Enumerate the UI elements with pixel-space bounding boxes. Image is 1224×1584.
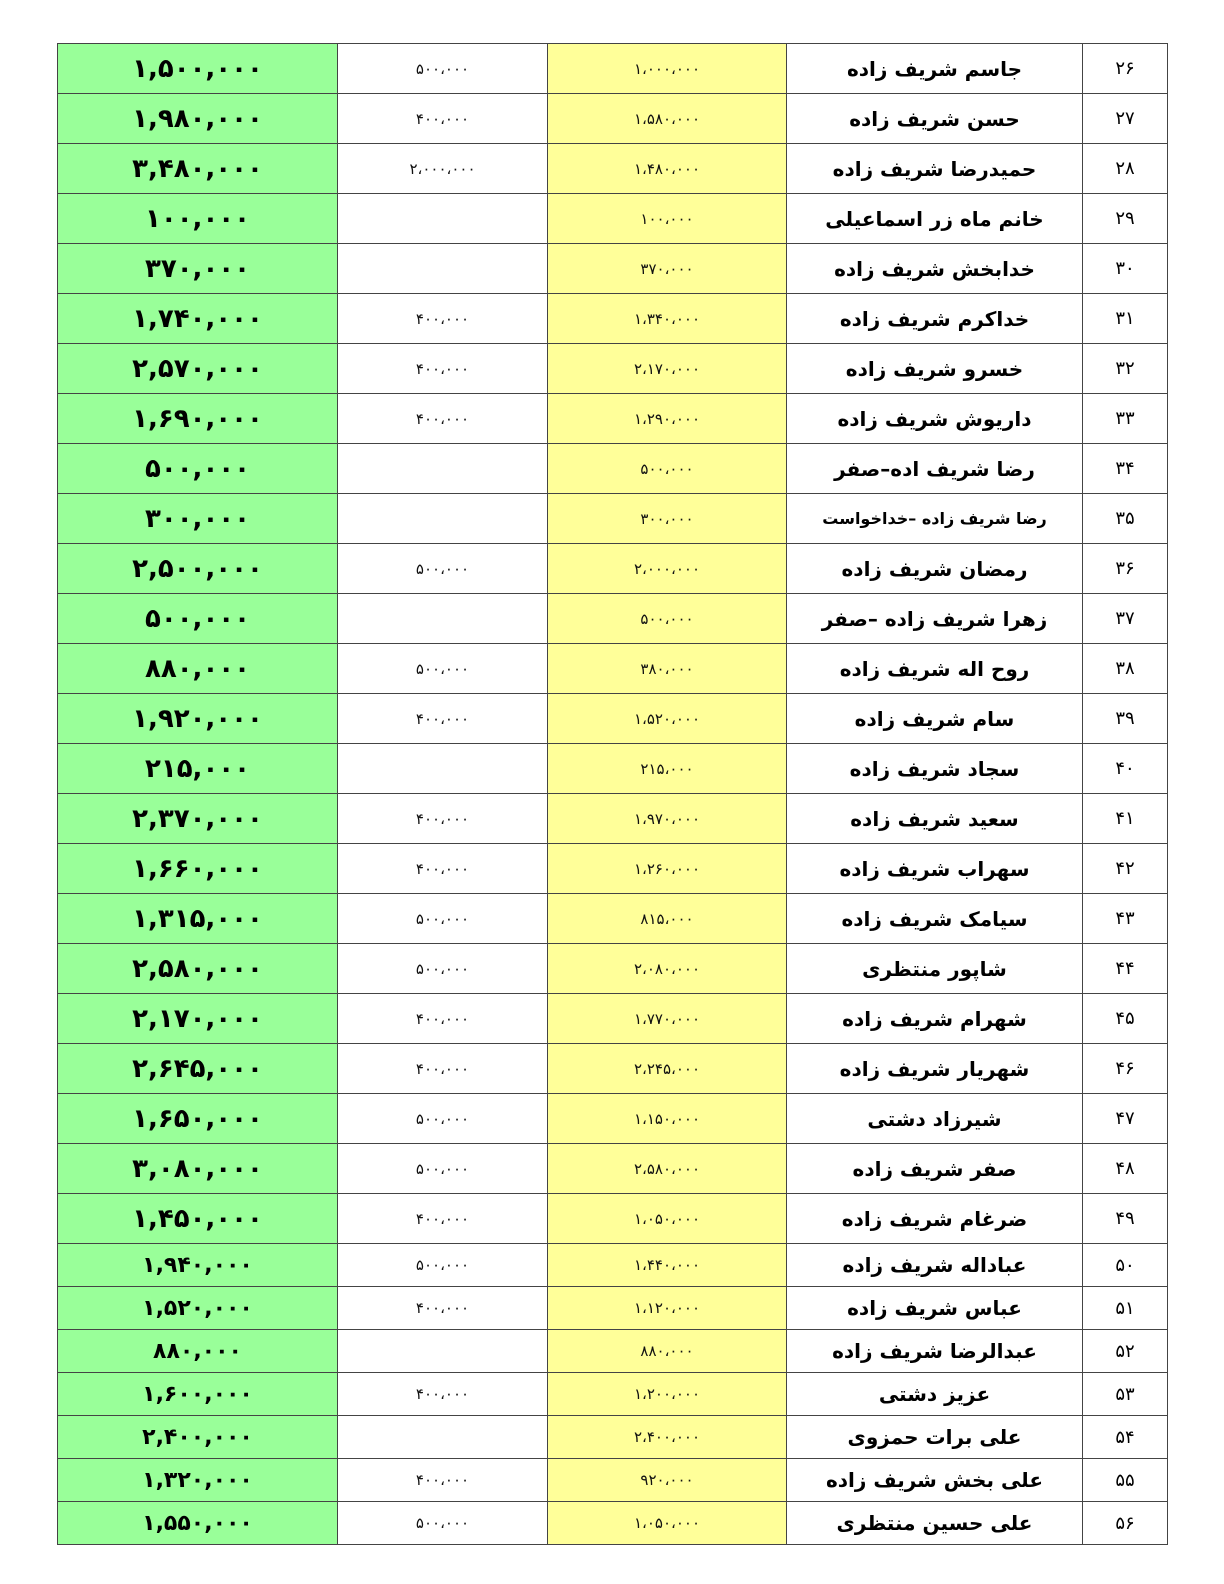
total-cell: ۱,۶۵۰,۰۰۰ [58, 1094, 338, 1144]
extra-amount-cell [338, 1330, 548, 1373]
name-cell: علی بخش شریف زاده [787, 1459, 1083, 1502]
name-cell: علی برات حمزوی [787, 1416, 1083, 1459]
table-row [58, 544, 1168, 594]
name-cell: عبدالرضا شریف زاده [787, 1330, 1083, 1373]
row-number-cell: ۴۱ [1083, 794, 1168, 844]
base-amount-cell: ۱۰۰،۰۰۰ [548, 194, 787, 244]
total-cell: ۵۰۰,۰۰۰ [58, 444, 338, 494]
name-cell: خسرو شریف زاده [787, 344, 1083, 394]
base-amount-cell: ۱،۴۴۰،۰۰۰ [548, 1244, 787, 1287]
table-row [58, 1330, 1168, 1373]
name-cell: داریوش شریف زاده [787, 394, 1083, 444]
total-cell: ۲,۶۴۵,۰۰۰ [58, 1044, 338, 1094]
name-cell: خانم ماه زر اسماعیلی [787, 194, 1083, 244]
extra-amount-cell [338, 494, 548, 544]
extra-amount-cell: ۴۰۰،۰۰۰ [338, 1287, 548, 1330]
row-number-cell: ۳۳ [1083, 394, 1168, 444]
total-cell: ۳,۰۸۰,۰۰۰ [58, 1144, 338, 1194]
table-row [58, 1244, 1168, 1287]
base-amount-cell: ۸۱۵،۰۰۰ [548, 894, 787, 944]
extra-amount-cell: ۴۰۰،۰۰۰ [338, 844, 548, 894]
name-cell: شهریار شریف زاده [787, 1044, 1083, 1094]
total-cell: ۸۸۰,۰۰۰ [58, 644, 338, 694]
base-amount-cell: ۱،۹۷۰،۰۰۰ [548, 794, 787, 844]
row-number-cell: ۵۲ [1083, 1330, 1168, 1373]
row-number-cell: ۳۶ [1083, 544, 1168, 594]
total-cell: ۸۸۰,۰۰۰ [58, 1330, 338, 1373]
extra-amount-cell: ۵۰۰،۰۰۰ [338, 944, 548, 994]
row-number-cell: ۴۹ [1083, 1194, 1168, 1244]
total-cell: ۱,۹۲۰,۰۰۰ [58, 694, 338, 744]
extra-amount-cell: ۵۰۰،۰۰۰ [338, 44, 548, 94]
table-row [58, 444, 1168, 494]
table-row [58, 244, 1168, 294]
row-number-cell: ۳۸ [1083, 644, 1168, 694]
table-row [58, 594, 1168, 644]
table-row [58, 494, 1168, 544]
extra-amount-cell: ۵۰۰،۰۰۰ [338, 1094, 548, 1144]
base-amount-cell: ۵۰۰،۰۰۰ [548, 594, 787, 644]
name-cell: رضا شریف اده–صفر [787, 444, 1083, 494]
table-row [58, 194, 1168, 244]
base-amount-cell: ۲،۰۸۰،۰۰۰ [548, 944, 787, 994]
row-number-cell: ۴۲ [1083, 844, 1168, 894]
table-row [58, 1044, 1168, 1094]
table-row [58, 744, 1168, 794]
base-amount-cell: ۱،۲۶۰،۰۰۰ [548, 844, 787, 894]
name-cell: سام شریف زاده [787, 694, 1083, 744]
total-cell: ۲,۵۰۰,۰۰۰ [58, 544, 338, 594]
table-row [58, 1144, 1168, 1194]
row-number-cell: ۵۵ [1083, 1459, 1168, 1502]
total-cell: ۱,۷۴۰,۰۰۰ [58, 294, 338, 344]
row-number-cell: ۳۲ [1083, 344, 1168, 394]
base-amount-cell: ۱،۰۰۰،۰۰۰ [548, 44, 787, 94]
name-cell: علی حسین منتظری [787, 1502, 1083, 1545]
base-amount-cell: ۱،۴۸۰،۰۰۰ [548, 144, 787, 194]
base-amount-cell: ۱،۱۵۰،۰۰۰ [548, 1094, 787, 1144]
table-row [58, 944, 1168, 994]
extra-amount-cell: ۴۰۰،۰۰۰ [338, 394, 548, 444]
total-cell: ۱,۵۰۰,۰۰۰ [58, 44, 338, 94]
row-number-cell: ۳۹ [1083, 694, 1168, 744]
table-row [58, 1373, 1168, 1416]
extra-amount-cell: ۵۰۰،۰۰۰ [338, 1144, 548, 1194]
name-cell: سجاد شریف زاده [787, 744, 1083, 794]
base-amount-cell: ۱،۳۴۰،۰۰۰ [548, 294, 787, 344]
total-cell: ۲,۱۷۰,۰۰۰ [58, 994, 338, 1044]
extra-amount-cell: ۴۰۰،۰۰۰ [338, 294, 548, 344]
base-amount-cell: ۱،۷۷۰،۰۰۰ [548, 994, 787, 1044]
row-number-cell: ۴۳ [1083, 894, 1168, 944]
table-row [58, 794, 1168, 844]
name-cell: سعید شریف زاده [787, 794, 1083, 844]
extra-amount-cell: ۵۰۰،۰۰۰ [338, 1244, 548, 1287]
total-cell: ۲,۵۸۰,۰۰۰ [58, 944, 338, 994]
table-row [58, 1194, 1168, 1244]
extra-amount-cell: ۵۰۰،۰۰۰ [338, 894, 548, 944]
table-row [58, 1459, 1168, 1502]
base-amount-cell: ۹۲۰،۰۰۰ [548, 1459, 787, 1502]
name-cell: حمیدرضا شریف زاده [787, 144, 1083, 194]
extra-amount-cell: ۴۰۰،۰۰۰ [338, 1044, 548, 1094]
extra-amount-cell [338, 744, 548, 794]
base-amount-cell: ۲۱۵،۰۰۰ [548, 744, 787, 794]
table-row [58, 394, 1168, 444]
extra-amount-cell: ۴۰۰،۰۰۰ [338, 1373, 548, 1416]
base-amount-cell: ۱،۱۲۰،۰۰۰ [548, 1287, 787, 1330]
row-number-cell: ۲۷ [1083, 94, 1168, 144]
total-cell: ۱,۶۹۰,۰۰۰ [58, 394, 338, 444]
total-cell: ۱,۵۵۰,۰۰۰ [58, 1502, 338, 1545]
name-cell: خداکرم شریف زاده [787, 294, 1083, 344]
row-number-cell: ۴۶ [1083, 1044, 1168, 1094]
total-cell: ۱,۳۲۰,۰۰۰ [58, 1459, 338, 1502]
base-amount-cell: ۸۸۰،۰۰۰ [548, 1330, 787, 1373]
total-cell: ۱,۵۲۰,۰۰۰ [58, 1287, 338, 1330]
table-row [58, 1502, 1168, 1545]
total-cell: ۵۰۰,۰۰۰ [58, 594, 338, 644]
table-row [58, 644, 1168, 694]
row-number-cell: ۴۵ [1083, 994, 1168, 1044]
row-number-cell: ۵۳ [1083, 1373, 1168, 1416]
extra-amount-cell: ۴۰۰،۰۰۰ [338, 1194, 548, 1244]
extra-amount-cell: ۴۰۰،۰۰۰ [338, 794, 548, 844]
base-amount-cell: ۲،۵۸۰،۰۰۰ [548, 1144, 787, 1194]
extra-amount-cell: ۴۰۰،۰۰۰ [338, 994, 548, 1044]
total-cell: ۲۱۵,۰۰۰ [58, 744, 338, 794]
row-number-cell: ۵۴ [1083, 1416, 1168, 1459]
table-row [58, 894, 1168, 944]
row-number-cell: ۴۰ [1083, 744, 1168, 794]
name-cell: شاپور منتظری [787, 944, 1083, 994]
row-number-cell: ۲۸ [1083, 144, 1168, 194]
total-cell: ۱,۴۵۰,۰۰۰ [58, 1194, 338, 1244]
base-amount-cell: ۲،۱۷۰،۰۰۰ [548, 344, 787, 394]
table-row [58, 344, 1168, 394]
base-amount-cell: ۱،۵۸۰،۰۰۰ [548, 94, 787, 144]
table-row [58, 694, 1168, 744]
total-cell: ۱,۹۸۰,۰۰۰ [58, 94, 338, 144]
extra-amount-cell [338, 444, 548, 494]
extra-amount-cell [338, 244, 548, 294]
base-amount-cell: ۱،۰۵۰،۰۰۰ [548, 1502, 787, 1545]
table-row [58, 844, 1168, 894]
name-cell: سهراب شریف زاده [787, 844, 1083, 894]
table-row [58, 294, 1168, 344]
row-number-cell: ۳۵ [1083, 494, 1168, 544]
extra-amount-cell [338, 194, 548, 244]
name-cell: سیامک شریف زاده [787, 894, 1083, 944]
base-amount-cell: ۲،۴۰۰،۰۰۰ [548, 1416, 787, 1459]
extra-amount-cell: ۵۰۰،۰۰۰ [338, 544, 548, 594]
table-row [58, 1416, 1168, 1459]
base-amount-cell: ۱،۲۹۰،۰۰۰ [548, 394, 787, 444]
name-cell: صفر شریف زاده [787, 1144, 1083, 1194]
row-number-cell: ۲۹ [1083, 194, 1168, 244]
row-number-cell: ۲۶ [1083, 44, 1168, 94]
name-cell: خدابخش شریف زاده [787, 244, 1083, 294]
row-number-cell: ۳۷ [1083, 594, 1168, 644]
table-row [58, 94, 1168, 144]
base-amount-cell: ۵۰۰،۰۰۰ [548, 444, 787, 494]
name-cell: عباداله شریف زاده [787, 1244, 1083, 1287]
base-amount-cell: ۳۰۰،۰۰۰ [548, 494, 787, 544]
name-cell: روح اله شریف زاده [787, 644, 1083, 694]
total-cell: ۳۰۰,۰۰۰ [58, 494, 338, 544]
total-cell: ۱,۶۶۰,۰۰۰ [58, 844, 338, 894]
name-cell: ضرغام شریف زاده [787, 1194, 1083, 1244]
row-number-cell: ۴۷ [1083, 1094, 1168, 1144]
table-row [58, 1094, 1168, 1144]
total-cell: ۳۷۰,۰۰۰ [58, 244, 338, 294]
row-number-cell: ۵۰ [1083, 1244, 1168, 1287]
contributions-table [57, 43, 1168, 1545]
table-row [58, 144, 1168, 194]
name-cell: رضا شریف زاده –خداخواست [787, 494, 1083, 544]
table-row [58, 1287, 1168, 1330]
table-row [58, 994, 1168, 1044]
base-amount-cell: ۲،۲۴۵،۰۰۰ [548, 1044, 787, 1094]
name-cell: جاسم شریف زاده [787, 44, 1083, 94]
total-cell: ۲,۳۷۰,۰۰۰ [58, 794, 338, 844]
extra-amount-cell: ۵۰۰،۰۰۰ [338, 644, 548, 694]
name-cell: عزیز دشتی [787, 1373, 1083, 1416]
extra-amount-cell [338, 594, 548, 644]
total-cell: ۲,۴۰۰,۰۰۰ [58, 1416, 338, 1459]
extra-amount-cell: ۵۰۰،۰۰۰ [338, 1502, 548, 1545]
extra-amount-cell: ۴۰۰،۰۰۰ [338, 1459, 548, 1502]
row-number-cell: ۵۱ [1083, 1287, 1168, 1330]
base-amount-cell: ۱،۰۵۰،۰۰۰ [548, 1194, 787, 1244]
row-number-cell: ۳۴ [1083, 444, 1168, 494]
base-amount-cell: ۲،۰۰۰،۰۰۰ [548, 544, 787, 594]
row-number-cell: ۴۸ [1083, 1144, 1168, 1194]
total-cell: ۲,۵۷۰,۰۰۰ [58, 344, 338, 394]
base-amount-cell: ۱،۵۲۰،۰۰۰ [548, 694, 787, 744]
base-amount-cell: ۳۸۰،۰۰۰ [548, 644, 787, 694]
extra-amount-cell: ۲،۰۰۰،۰۰۰ [338, 144, 548, 194]
table-body [58, 44, 1168, 1545]
base-amount-cell: ۱،۲۰۰،۰۰۰ [548, 1373, 787, 1416]
name-cell: رمضان شریف زاده [787, 544, 1083, 594]
name-cell: حسن شریف زاده [787, 94, 1083, 144]
row-number-cell: ۳۰ [1083, 244, 1168, 294]
total-cell: ۱۰۰,۰۰۰ [58, 194, 338, 244]
extra-amount-cell: ۴۰۰،۰۰۰ [338, 694, 548, 744]
total-cell: ۱,۳۱۵,۰۰۰ [58, 894, 338, 944]
extra-amount-cell [338, 1416, 548, 1459]
name-cell: شهرام شریف زاده [787, 994, 1083, 1044]
name-cell: زهرا شریف زاده –صفر [787, 594, 1083, 644]
row-number-cell: ۳۱ [1083, 294, 1168, 344]
total-cell: ۱,۶۰۰,۰۰۰ [58, 1373, 338, 1416]
total-cell: ۳,۴۸۰,۰۰۰ [58, 144, 338, 194]
name-cell: عباس شریف زاده [787, 1287, 1083, 1330]
row-number-cell: ۵۶ [1083, 1502, 1168, 1545]
extra-amount-cell: ۴۰۰،۰۰۰ [338, 344, 548, 394]
base-amount-cell: ۳۷۰،۰۰۰ [548, 244, 787, 294]
extra-amount-cell: ۴۰۰،۰۰۰ [338, 94, 548, 144]
name-cell: شیرزاد دشتی [787, 1094, 1083, 1144]
table-row [58, 44, 1168, 94]
row-number-cell: ۴۴ [1083, 944, 1168, 994]
total-cell: ۱,۹۴۰,۰۰۰ [58, 1244, 338, 1287]
